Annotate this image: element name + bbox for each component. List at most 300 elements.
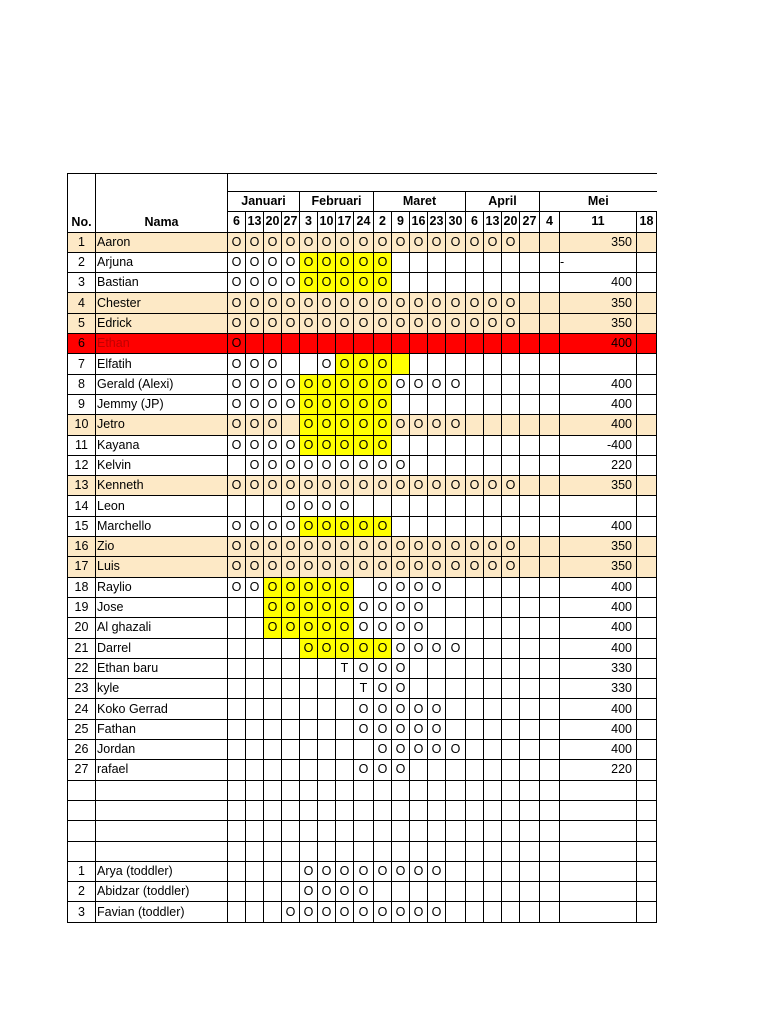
row-number: 14 <box>68 496 96 516</box>
attendance-cell: O <box>318 293 336 313</box>
mei-18-cell <box>637 557 657 577</box>
mei-value-cell: 220 <box>560 760 637 780</box>
attendance-cell <box>484 719 502 739</box>
attendance-table <box>67 173 657 923</box>
attendance-cell <box>484 618 502 638</box>
row-name: Raylio <box>96 577 228 597</box>
attendance-cell <box>246 821 264 841</box>
attendance-cell: O <box>392 577 410 597</box>
mei-4-cell <box>540 354 560 374</box>
attendance-cell: O <box>318 577 336 597</box>
mei-18-cell <box>637 597 657 617</box>
attendance-cell: O <box>300 557 318 577</box>
attendance-cell: O <box>374 638 392 658</box>
mei-value-cell <box>560 841 637 861</box>
attendance-cell <box>428 516 446 536</box>
attendance-cell <box>246 699 264 719</box>
mei-value-cell: 350 <box>560 537 637 557</box>
attendance-cell: O <box>282 476 300 496</box>
attendance-cell <box>446 577 466 597</box>
attendance-cell <box>228 841 246 861</box>
table-row <box>68 516 657 536</box>
row-number: 17 <box>68 557 96 577</box>
attendance-cell: O <box>300 618 318 638</box>
attendance-cell: O <box>246 537 264 557</box>
table-row <box>68 679 657 699</box>
attendance-cell: O <box>318 313 336 333</box>
attendance-cell: O <box>374 516 392 536</box>
attendance-cell <box>502 821 520 841</box>
attendance-cell <box>410 455 428 475</box>
month-header: April <box>466 192 540 212</box>
attendance-cell: O <box>354 394 374 414</box>
attendance-cell: O <box>392 699 410 719</box>
attendance-cell: O <box>318 232 336 252</box>
mei-value-cell: 400 <box>560 394 637 414</box>
date-header: 23 <box>428 212 446 232</box>
date-header: 20 <box>502 212 520 232</box>
attendance-cell <box>520 435 540 455</box>
attendance-cell <box>446 882 466 902</box>
attendance-cell: O <box>228 293 246 313</box>
attendance-cell <box>318 760 336 780</box>
attendance-cell <box>520 537 540 557</box>
attendance-cell <box>466 273 484 293</box>
row-number: 3 <box>68 902 96 922</box>
date-header: 17 <box>336 212 354 232</box>
attendance-cell <box>264 821 282 841</box>
mei-18-cell <box>637 334 657 354</box>
attendance-cell: O <box>264 537 282 557</box>
date-header: 2 <box>374 212 392 232</box>
attendance-cell <box>466 252 484 272</box>
attendance-cell <box>282 334 300 354</box>
table-row <box>68 760 657 780</box>
attendance-cell: O <box>282 496 300 516</box>
attendance-cell <box>484 597 502 617</box>
attendance-cell: O <box>354 557 374 577</box>
attendance-cell: O <box>336 577 354 597</box>
mei-value-cell: 400 <box>560 699 637 719</box>
row-name: Kenneth <box>96 476 228 496</box>
mei-value-cell <box>560 902 637 922</box>
attendance-cell: O <box>264 455 282 475</box>
attendance-cell: O <box>392 537 410 557</box>
attendance-cell <box>520 902 540 922</box>
attendance-cell <box>282 354 300 374</box>
attendance-cell: O <box>354 374 374 394</box>
mei-18-cell <box>637 740 657 760</box>
row-name: Fathan <box>96 719 228 739</box>
attendance-cell <box>318 334 336 354</box>
attendance-cell <box>392 516 410 536</box>
attendance-cell <box>428 821 446 841</box>
attendance-cell <box>300 354 318 374</box>
attendance-cell: O <box>392 374 410 394</box>
row-number: 23 <box>68 679 96 699</box>
attendance-cell: O <box>300 577 318 597</box>
attendance-cell <box>318 740 336 760</box>
attendance-cell <box>520 658 540 678</box>
attendance-cell <box>520 679 540 699</box>
mei-4-cell <box>540 902 560 922</box>
attendance-cell <box>484 455 502 475</box>
attendance-cell <box>410 273 428 293</box>
attendance-cell: O <box>392 476 410 496</box>
attendance-cell: O <box>300 374 318 394</box>
mei-18-cell <box>637 679 657 699</box>
mei-18-cell <box>637 902 657 922</box>
row-number: 9 <box>68 394 96 414</box>
attendance-cell <box>300 780 318 800</box>
attendance-cell <box>228 719 246 739</box>
row-name <box>96 800 228 820</box>
attendance-cell: O <box>246 435 264 455</box>
attendance-cell: O <box>354 476 374 496</box>
attendance-cell <box>392 780 410 800</box>
mei-4-cell <box>540 334 560 354</box>
attendance-cell: O <box>282 435 300 455</box>
attendance-cell: O <box>392 415 410 435</box>
row-name: Elfatih <box>96 354 228 374</box>
header-nama-cell: Nama <box>96 174 228 233</box>
attendance-cell: O <box>354 638 374 658</box>
attendance-cell: O <box>300 415 318 435</box>
attendance-cell <box>392 273 410 293</box>
mei-value-cell: 330 <box>560 658 637 678</box>
mei-4-cell <box>540 658 560 678</box>
attendance-cell: O <box>300 516 318 536</box>
attendance-cell: O <box>466 232 484 252</box>
attendance-cell: O <box>410 861 428 881</box>
attendance-cell: O <box>354 252 374 272</box>
attendance-cell <box>466 354 484 374</box>
row-name: Kelvin <box>96 455 228 475</box>
attendance-cell <box>410 496 428 516</box>
attendance-cell <box>318 719 336 739</box>
mei-value-cell: 350 <box>560 557 637 577</box>
row-number <box>68 780 96 800</box>
attendance-cell: O <box>282 273 300 293</box>
attendance-cell: O <box>318 516 336 536</box>
date-header: 30 <box>446 212 466 232</box>
table-row <box>68 273 657 293</box>
attendance-cell: O <box>374 394 392 414</box>
attendance-cell <box>466 719 484 739</box>
mei-4-cell <box>540 374 560 394</box>
attendance-cell <box>228 821 246 841</box>
attendance-cell: O <box>446 374 466 394</box>
row-number: 5 <box>68 313 96 333</box>
attendance-cell <box>228 597 246 617</box>
attendance-cell <box>282 760 300 780</box>
attendance-cell: O <box>392 861 410 881</box>
attendance-cell <box>428 841 446 861</box>
table-row <box>68 455 657 475</box>
attendance-cell: O <box>410 374 428 394</box>
attendance-cell <box>520 719 540 739</box>
attendance-cell <box>466 597 484 617</box>
attendance-cell: O <box>282 232 300 252</box>
attendance-cell <box>410 821 428 841</box>
attendance-cell <box>520 415 540 435</box>
attendance-cell <box>246 800 264 820</box>
attendance-cell <box>446 455 466 475</box>
attendance-cell <box>502 415 520 435</box>
attendance-cell: O <box>336 902 354 922</box>
attendance-cell: O <box>246 455 264 475</box>
attendance-cell: O <box>374 476 392 496</box>
attendance-cell <box>520 496 540 516</box>
attendance-cell <box>502 658 520 678</box>
mei-4-cell <box>540 719 560 739</box>
attendance-cell: O <box>246 232 264 252</box>
attendance-cell <box>484 780 502 800</box>
attendance-cell <box>502 719 520 739</box>
mei-18-cell <box>637 374 657 394</box>
attendance-cell <box>466 415 484 435</box>
table-row <box>68 496 657 516</box>
table-row <box>68 800 657 820</box>
date-header: 9 <box>392 212 410 232</box>
mei-value-cell: 350 <box>560 293 637 313</box>
mei-18-cell <box>637 232 657 252</box>
attendance-cell <box>410 760 428 780</box>
table-row <box>68 577 657 597</box>
table-row <box>68 882 657 902</box>
attendance-cell <box>446 679 466 699</box>
attendance-cell: O <box>228 435 246 455</box>
attendance-cell: O <box>446 313 466 333</box>
date-header: 11 <box>560 212 637 232</box>
row-name: Chester <box>96 293 228 313</box>
attendance-cell: O <box>374 435 392 455</box>
attendance-cell: O <box>228 374 246 394</box>
attendance-cell <box>392 800 410 820</box>
attendance-cell: O <box>228 516 246 536</box>
mei-4-cell <box>540 821 560 841</box>
attendance-cell: O <box>354 354 374 374</box>
attendance-cell <box>484 841 502 861</box>
attendance-cell <box>410 800 428 820</box>
mei-18-cell <box>637 841 657 861</box>
attendance-cell: O <box>354 435 374 455</box>
table-row <box>68 252 657 272</box>
attendance-cell <box>264 861 282 881</box>
mei-18-cell <box>637 252 657 272</box>
attendance-cell <box>484 374 502 394</box>
mei-4-cell <box>540 537 560 557</box>
attendance-cell: O <box>428 374 446 394</box>
attendance-cell <box>374 334 392 354</box>
attendance-cell <box>282 719 300 739</box>
attendance-cell <box>300 740 318 760</box>
attendance-cell <box>520 476 540 496</box>
attendance-cell <box>446 496 466 516</box>
row-name <box>96 780 228 800</box>
attendance-cell <box>502 902 520 922</box>
attendance-cell <box>410 252 428 272</box>
attendance-cell: O <box>300 882 318 902</box>
attendance-cell: O <box>428 638 446 658</box>
attendance-cell <box>466 760 484 780</box>
attendance-cell: O <box>354 618 374 638</box>
attendance-cell: O <box>282 902 300 922</box>
attendance-cell: O <box>300 394 318 414</box>
date-header: 6 <box>228 212 246 232</box>
attendance-cell <box>466 902 484 922</box>
attendance-cell: O <box>336 516 354 536</box>
table-row <box>68 699 657 719</box>
attendance-cell: O <box>300 252 318 272</box>
attendance-cell <box>264 740 282 760</box>
attendance-cell <box>246 638 264 658</box>
attendance-cell <box>246 618 264 638</box>
attendance-cell <box>392 435 410 455</box>
attendance-cell <box>520 760 540 780</box>
attendance-cell <box>428 394 446 414</box>
attendance-cell <box>264 719 282 739</box>
attendance-cell: O <box>392 313 410 333</box>
attendance-cell <box>520 374 540 394</box>
attendance-cell <box>484 252 502 272</box>
row-number: 25 <box>68 719 96 739</box>
attendance-cell <box>502 354 520 374</box>
attendance-cell: O <box>300 902 318 922</box>
attendance-cell: O <box>336 597 354 617</box>
attendance-cell: O <box>374 719 392 739</box>
attendance-cell <box>392 496 410 516</box>
attendance-cell: O <box>410 537 428 557</box>
attendance-cell: O <box>374 902 392 922</box>
attendance-cell <box>428 252 446 272</box>
attendance-cell: O <box>410 293 428 313</box>
attendance-cell: O <box>264 374 282 394</box>
mei-18-cell <box>637 415 657 435</box>
attendance-cell <box>282 679 300 699</box>
attendance-cell: O <box>428 861 446 881</box>
attendance-cell: O <box>484 313 502 333</box>
row-name: Kayana <box>96 435 228 455</box>
mei-value-cell: 400 <box>560 577 637 597</box>
attendance-cell: O <box>300 273 318 293</box>
attendance-cell: O <box>410 415 428 435</box>
attendance-cell: O <box>246 374 264 394</box>
attendance-cell: O <box>246 476 264 496</box>
mei-value-cell <box>560 821 637 841</box>
attendance-cell: O <box>282 516 300 536</box>
attendance-cell: O <box>428 577 446 597</box>
row-name: Jetro <box>96 415 228 435</box>
attendance-cell: O <box>318 476 336 496</box>
attendance-cell <box>466 394 484 414</box>
attendance-cell: T <box>336 658 354 678</box>
attendance-cell: O <box>282 577 300 597</box>
attendance-cell <box>410 882 428 902</box>
attendance-cell: O <box>374 740 392 760</box>
attendance-cell <box>520 821 540 841</box>
attendance-cell <box>410 334 428 354</box>
row-name: kyle <box>96 679 228 699</box>
attendance-cell <box>502 577 520 597</box>
attendance-cell <box>520 293 540 313</box>
row-number: 1 <box>68 232 96 252</box>
mei-value-cell <box>560 354 637 374</box>
attendance-cell <box>502 496 520 516</box>
mei-value-cell: 350 <box>560 232 637 252</box>
attendance-cell: O <box>264 252 282 272</box>
attendance-cell <box>502 252 520 272</box>
attendance-cell <box>300 841 318 861</box>
attendance-cell <box>282 415 300 435</box>
attendance-cell <box>484 658 502 678</box>
row-name: Koko Gerrad <box>96 699 228 719</box>
attendance-cell: O <box>264 313 282 333</box>
attendance-cell: O <box>336 354 354 374</box>
mei-4-cell <box>540 394 560 414</box>
attendance-cell: O <box>228 577 246 597</box>
attendance-cell <box>336 800 354 820</box>
attendance-cell <box>446 394 466 414</box>
attendance-cell: O <box>300 435 318 455</box>
attendance-cell <box>446 902 466 922</box>
attendance-cell: O <box>300 861 318 881</box>
header-blank-cell <box>228 174 657 192</box>
attendance-cell: O <box>374 760 392 780</box>
attendance-cell <box>264 334 282 354</box>
attendance-cell <box>484 902 502 922</box>
attendance-cell <box>484 760 502 780</box>
attendance-cell <box>446 252 466 272</box>
attendance-cell <box>520 354 540 374</box>
attendance-cell: O <box>318 597 336 617</box>
mei-value-cell: - <box>560 252 637 272</box>
attendance-cell <box>228 740 246 760</box>
attendance-cell: O <box>336 394 354 414</box>
attendance-cell: O <box>228 557 246 577</box>
attendance-cell <box>354 780 374 800</box>
attendance-cell: O <box>374 597 392 617</box>
attendance-cell <box>246 334 264 354</box>
mei-value-cell <box>560 780 637 800</box>
mei-4-cell <box>540 679 560 699</box>
attendance-cell: O <box>300 496 318 516</box>
attendance-cell: O <box>336 252 354 272</box>
attendance-cell: O <box>264 354 282 374</box>
attendance-cell <box>264 841 282 861</box>
row-number: 20 <box>68 618 96 638</box>
mei-value-cell <box>560 882 637 902</box>
attendance-cell: O <box>264 577 282 597</box>
mei-18-cell <box>637 658 657 678</box>
attendance-cell <box>282 740 300 760</box>
attendance-cell: O <box>336 537 354 557</box>
attendance-cell <box>374 821 392 841</box>
row-name: Jemmy (JP) <box>96 394 228 414</box>
attendance-cell: O <box>446 476 466 496</box>
mei-4-cell <box>540 760 560 780</box>
attendance-cell: O <box>392 658 410 678</box>
attendance-cell <box>228 780 246 800</box>
table-row <box>68 719 657 739</box>
row-number: 6 <box>68 334 96 354</box>
attendance-cell <box>228 699 246 719</box>
attendance-cell <box>264 679 282 699</box>
attendance-cell <box>446 841 466 861</box>
attendance-cell <box>502 699 520 719</box>
attendance-cell: O <box>374 557 392 577</box>
attendance-cell <box>318 658 336 678</box>
